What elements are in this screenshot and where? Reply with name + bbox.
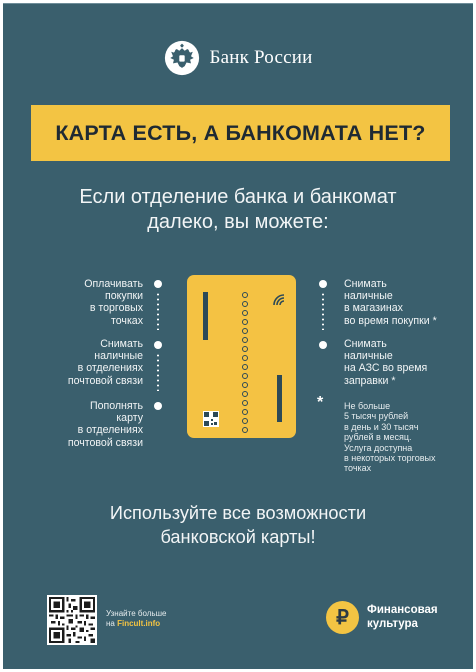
bullet-dot: [319, 280, 327, 288]
more-info-line: [106, 619, 166, 629]
card-stripe: [203, 292, 208, 340]
double-headed-eagle-icon: [164, 40, 200, 76]
fincult-link[interactable]: Fincult.info: [117, 619, 161, 628]
qr-code[interactable]: [47, 595, 97, 645]
more-info-prefix: Узнайте больше: [106, 609, 167, 618]
card-stripe: [277, 375, 282, 422]
option-line: почтовой связи: [67, 436, 143, 449]
fincult-label: [367, 604, 438, 631]
dotted-connector: [322, 292, 324, 330]
bullet-dot: [319, 341, 327, 349]
ruble-coin-icon: ₽: [326, 601, 359, 634]
option-line: в отделениях: [77, 362, 143, 375]
option-line: Снимать: [344, 338, 387, 350]
more-info-on: на: [106, 619, 118, 628]
footnote-line: 5 тысяч рублей: [344, 411, 409, 422]
headline-banner: КАРТА ЕСТЬ, А БАНКОМАТА НЕТ?: [31, 105, 450, 161]
option-line: в торговых: [89, 302, 143, 315]
footnote-asterisk: *: [317, 394, 324, 411]
footnote-line: Услуга доступна: [344, 442, 413, 453]
option-line: Снимать: [344, 278, 387, 290]
card-dot-column: [242, 292, 249, 433]
option-line: во время покупки *: [344, 314, 437, 327]
option-cash-gas-station: [344, 338, 427, 387]
cta-line: Используйте все возможности: [109, 503, 367, 523]
option-line: заправки *: [344, 374, 396, 387]
option-pay-purchases: [84, 278, 143, 327]
option-line: Пополнять: [89, 400, 143, 412]
option-cash-post-office: [68, 338, 143, 387]
poster: [3, 3, 473, 669]
subhead-line: далеко, вы можете:: [147, 211, 329, 233]
option-line: наличные: [344, 350, 393, 363]
bank-card-illustration: [187, 275, 296, 438]
fincult-label-line: Финансовая: [367, 604, 438, 616]
option-line: Снимать: [100, 338, 143, 350]
dotted-connector: [157, 353, 159, 391]
option-line: наличные: [344, 290, 393, 303]
footnote-text: [344, 401, 435, 474]
footnote-line: точках: [344, 463, 372, 474]
dotted-connector: [157, 292, 159, 330]
bullet-dot: [154, 402, 162, 410]
bullet-dot: [154, 280, 162, 288]
footnote-line: в день и 30 тысяч: [344, 421, 419, 432]
option-line: карту: [116, 412, 143, 425]
footnote-line: в некоторых торговых: [344, 453, 436, 464]
call-to-action: [3, 501, 473, 549]
option-line: покупки: [105, 290, 143, 303]
footnote-line: Не больше: [344, 401, 391, 411]
subhead: [3, 185, 473, 235]
fincult-label-line: культура: [367, 617, 418, 630]
option-line: наличные: [94, 350, 143, 363]
footnote-line: рублей в месяц.: [344, 432, 412, 443]
bullet-dot: [154, 341, 162, 349]
contactless-icon: [271, 292, 287, 308]
card-qr-icon: [203, 411, 219, 427]
brand-name: Банк России: [209, 47, 313, 68]
option-line: в отделениях: [77, 424, 143, 437]
cta-line: банковской карты!: [160, 527, 316, 547]
option-line: Оплачивать: [84, 278, 143, 290]
option-topup-post-office: [68, 400, 143, 449]
option-line: на АЗС во время: [344, 362, 428, 375]
option-line: в магазинах: [344, 302, 403, 315]
option-line: точках: [111, 314, 143, 327]
fincult-logo: [326, 601, 438, 634]
more-info: [106, 609, 166, 629]
option-cash-shops: [344, 278, 437, 327]
brand-header: [3, 40, 473, 76]
subhead-line: Если отделение банка и банкомат: [79, 186, 397, 208]
option-line: почтовой связи: [67, 374, 143, 387]
